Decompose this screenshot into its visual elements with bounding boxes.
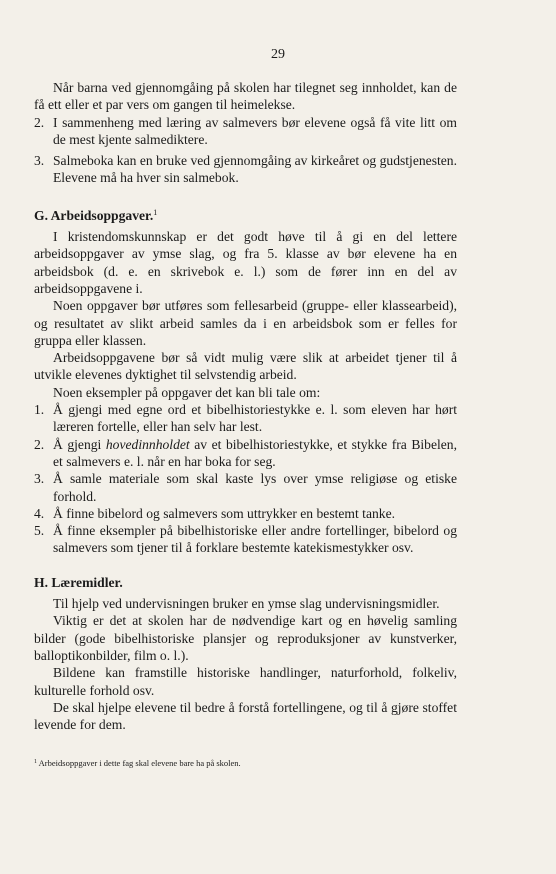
footnote-mark: 1 [34, 759, 37, 765]
page-number: 29 [271, 47, 285, 62]
paragraph: De skal hjelpe elevene til bedre å forstå fortellingene, og til å gjøre stoffet levende for dem. [34, 699, 457, 733]
paragraph: I kristendomskunnskap er det godt høve til å gi en del lettere arbeidsoppgaver av ymse slag, og fra 5. klasse av bør elevene ha en arbeidsbok (d. e. en skrivebok e. l.) som de fører inn en del av arbeidsoppgavene i. [34, 229, 457, 296]
paragraph: Noen eksempler på oppgaver det kan bli tale om: [53, 384, 321, 400]
section-heading-text: G. Arbeidsoppgaver. [34, 207, 154, 223]
list-text: I sammenheng med læring av salmevers bør elevene også få vite litt om de mest kjente salmediktere. [53, 114, 457, 147]
list-item [34, 436, 457, 471]
intro-paragraph: Når barna ved gjennomgåing på skolen har tilegnet seg innholdet, kan de få ett eller et par vers om gangen til heimelekse. [34, 80, 457, 113]
list-number: 5. [34, 523, 45, 539]
paragraph: Viktig er det at skolen har de nødvendige kart og en høvelig samling bilder (gode bibelhistoriske plansjer og reproduksjoner av kunstverker, balloptikonbilder, film o. l.). [34, 613, 457, 663]
emphasis-text: hovedinnholdet [105, 436, 190, 452]
list-text: Å finne eksempler på bibelhistoriske eller andre fortellinger, bibelord og salmevers som tjener til å forklare bestemte katekismestykker osv. [53, 523, 457, 556]
list-number: 2. [34, 436, 45, 452]
list-text-end: av et bibelhistoriestykke, et stykke fra Bibelen, et salmevers e. l. når en har boka for seg. [53, 436, 458, 469]
section-heading-h: H. Læremidler. [34, 574, 123, 590]
body-text [34, 79, 457, 733]
section-heading-g [34, 204, 457, 224]
footnote-mark: 1 [153, 207, 158, 217]
paragraph: Arbeidsoppgavene bør så vidt mulig være slik at arbeidet tjener til å utvikle elevenes dyktighet til selvstendig arbeid. [34, 350, 457, 383]
footnote-text: Arbeidsoppgaver i dette fag skal elevene bare ha på skolen. [38, 758, 241, 768]
list-number: 3. [34, 471, 45, 487]
list-item [34, 114, 457, 149]
paragraph: Noen oppgaver bør utføres som fellesarbeid (gruppe- eller klassearbeid), og resultatet av slikt arbeid samles da i en arbeidsbok som er felles for gruppa eller klassen. [34, 298, 457, 348]
list-item [34, 522, 457, 557]
list-item [34, 505, 457, 522]
list-item [34, 470, 457, 505]
list-text: Salmeboka kan en bruke ved gjennomgåing av kirkeåret og gudstjenesten. Elevene må ha hver sin salmebok. [53, 153, 457, 186]
list-item [34, 401, 457, 436]
list-number: 1. [34, 402, 45, 418]
list-text: Å samle materiale som skal kaste lys over ymse religiøse og etiske forhold. [53, 471, 457, 504]
list-text: Å finne bibelord og salmevers som uttrykker en bestemt tanke. [53, 505, 396, 521]
list-text-start: Å gjengi [53, 436, 106, 452]
list-number: 4. [34, 505, 45, 521]
list-number: 3. [34, 153, 45, 169]
list-item [34, 152, 457, 187]
list-text: Å gjengi med egne ord et bibelhistoriestykke e. l. som eleven har hørt læreren fortelle, eller han selv har lest. [53, 402, 457, 435]
paragraph: Til hjelp ved undervisningen bruker en ymse slag undervisningsmidler. [53, 596, 440, 612]
list-text [53, 437, 457, 469]
paragraph: Bildene kan framstille historiske handlinger, naturforhold, folkeliv, kulturelle forhold osv. [34, 665, 457, 698]
footnote [34, 757, 457, 769]
list-number: 2. [34, 114, 45, 130]
